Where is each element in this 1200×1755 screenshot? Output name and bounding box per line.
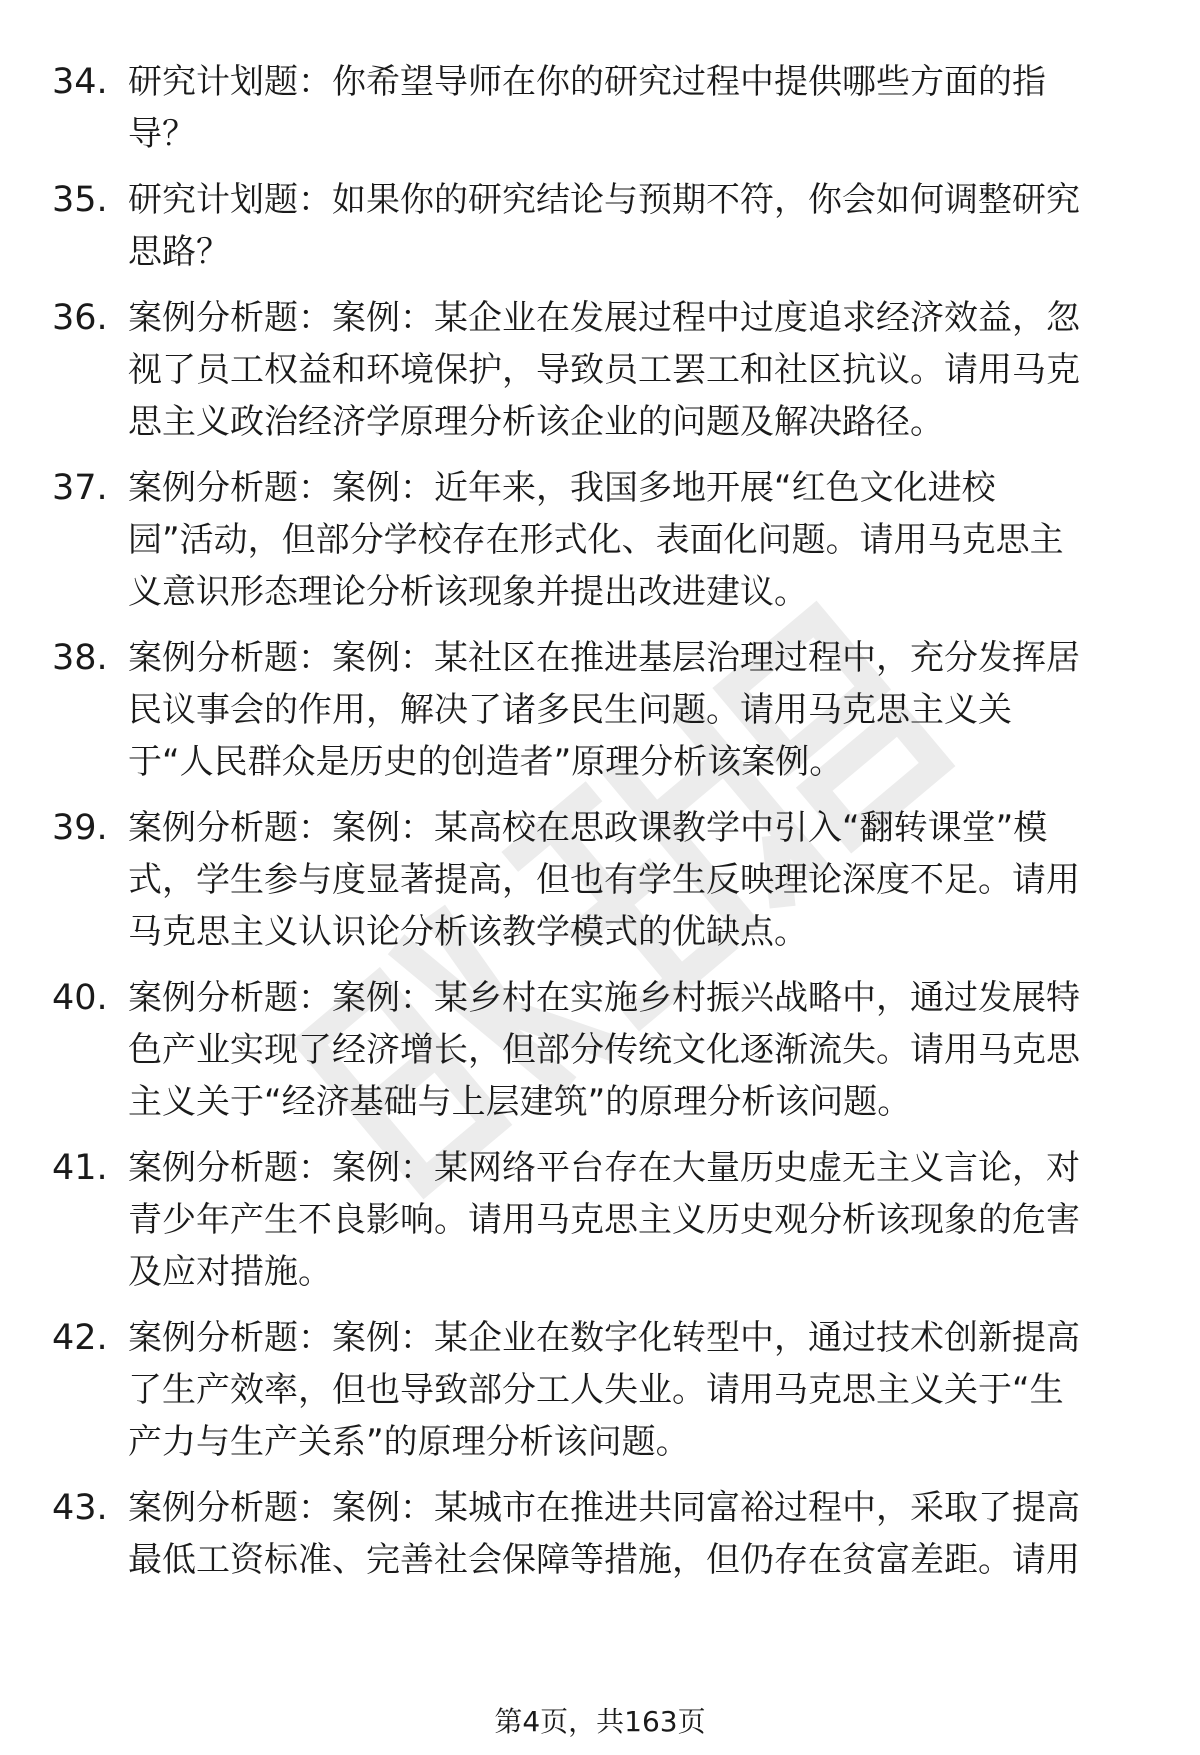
question-text-line: 了生产效率，但也导致部分工人失业。请用马克思主义关于“生 [128, 1370, 1064, 1410]
question-number: 42. [52, 1318, 108, 1358]
question-text-line: 案例分析题：案例：某社区在推进基层治理过程中，充分发挥居 [128, 638, 1080, 678]
question-text-line: 导？ [128, 114, 196, 154]
question-number: 36. [52, 298, 108, 338]
question-number: 41. [52, 1148, 108, 1188]
question-text-line: 产力与生产关系”的原理分析该问题。 [128, 1422, 690, 1462]
question-text [128, 56, 1140, 160]
question-text-line: 主义关于“经济基础与上层建筑”的原理分析该问题。 [128, 1082, 912, 1122]
question-text-line: 研究计划题：你希望导师在你的研究过程中提供哪些方面的指 [128, 62, 1046, 102]
question-text-line: 马克思主义认识论分析该教学模式的优缺点。 [128, 912, 808, 952]
question-text-line: 民议事会的作用，解决了诸多民生问题。请用马克思主义关 [128, 690, 1012, 730]
question-number: 37. [52, 468, 108, 508]
question-text-line: 义意识形态理论分析该现象并提出改进建议。 [128, 572, 808, 612]
question-text [128, 632, 1140, 788]
question-number: 38. [52, 638, 108, 678]
question-text [128, 174, 1140, 278]
question-text-line: 于“人民群众是历史的创造者”原理分析该案例。 [128, 742, 844, 782]
question-number: 40. [52, 978, 108, 1018]
question-text-line: 案例分析题：案例：某城市在推进共同富裕过程中，采取了提高 [128, 1488, 1080, 1528]
question-text-line: 园”活动，但部分学校存在形式化、表面化问题。请用马克思主 [128, 520, 1064, 560]
question-number: 35. [52, 180, 108, 220]
question-text [128, 802, 1140, 958]
question-text-line: 及应对措施。 [128, 1252, 332, 1292]
question-text-line: 案例分析题：案例：某网络平台存在大量历史虚无主义言论，对 [128, 1148, 1080, 1188]
question-text [128, 1482, 1140, 1586]
question-text-line: 案例分析题：案例：某乡村在实施乡村振兴战略中，通过发展特 [128, 978, 1080, 1018]
question-text-line: 视了员工权益和环境保护，导致员工罢工和社区抗议。请用马克 [128, 350, 1080, 390]
question-text-line: 式，学生参与度显著提高，但也有学生反映理论深度不足。请用 [128, 860, 1080, 900]
question-text-line: 思路？ [128, 232, 230, 272]
question-text [128, 1312, 1140, 1468]
question-text-line: 最低工资标准、完善社会保障等措施，但仍存在贫富差距。请用 [128, 1540, 1080, 1580]
question-text-line: 青少年产生不良影响。请用马克思主义历史观分析该现象的危害 [128, 1200, 1080, 1240]
question-text [128, 1142, 1140, 1298]
question-text-line: 案例分析题：案例：某高校在思政课教学中引入“翻转课堂”模 [128, 808, 1048, 848]
question-text-line: 色产业实现了经济增长，但部分传统文化逐渐流失。请用马克思 [128, 1030, 1080, 1070]
question-number: 43. [52, 1488, 108, 1528]
question-number: 39. [52, 808, 108, 848]
question-text-line: 案例分析题：案例：某企业在数字化转型中，通过技术创新提高 [128, 1318, 1080, 1358]
question-text [128, 292, 1140, 448]
page-footer: 第4页，共163页 [494, 1705, 706, 1738]
question-text [128, 972, 1140, 1128]
question-text [128, 462, 1140, 618]
question-text-line: 研究计划题：如果你的研究结论与预期不符，你会如何调整研究 [128, 180, 1080, 220]
question-text-line: 案例分析题：案例：某企业在发展过程中过度追求经济效益，忽 [128, 298, 1080, 338]
question-text-line: 思主义政治经济学原理分析该企业的问题及解决路径。 [128, 402, 944, 442]
question-text-line: 案例分析题：案例：近年来，我国多地开展“红色文化进校 [128, 468, 996, 508]
question-number: 34. [52, 62, 108, 102]
